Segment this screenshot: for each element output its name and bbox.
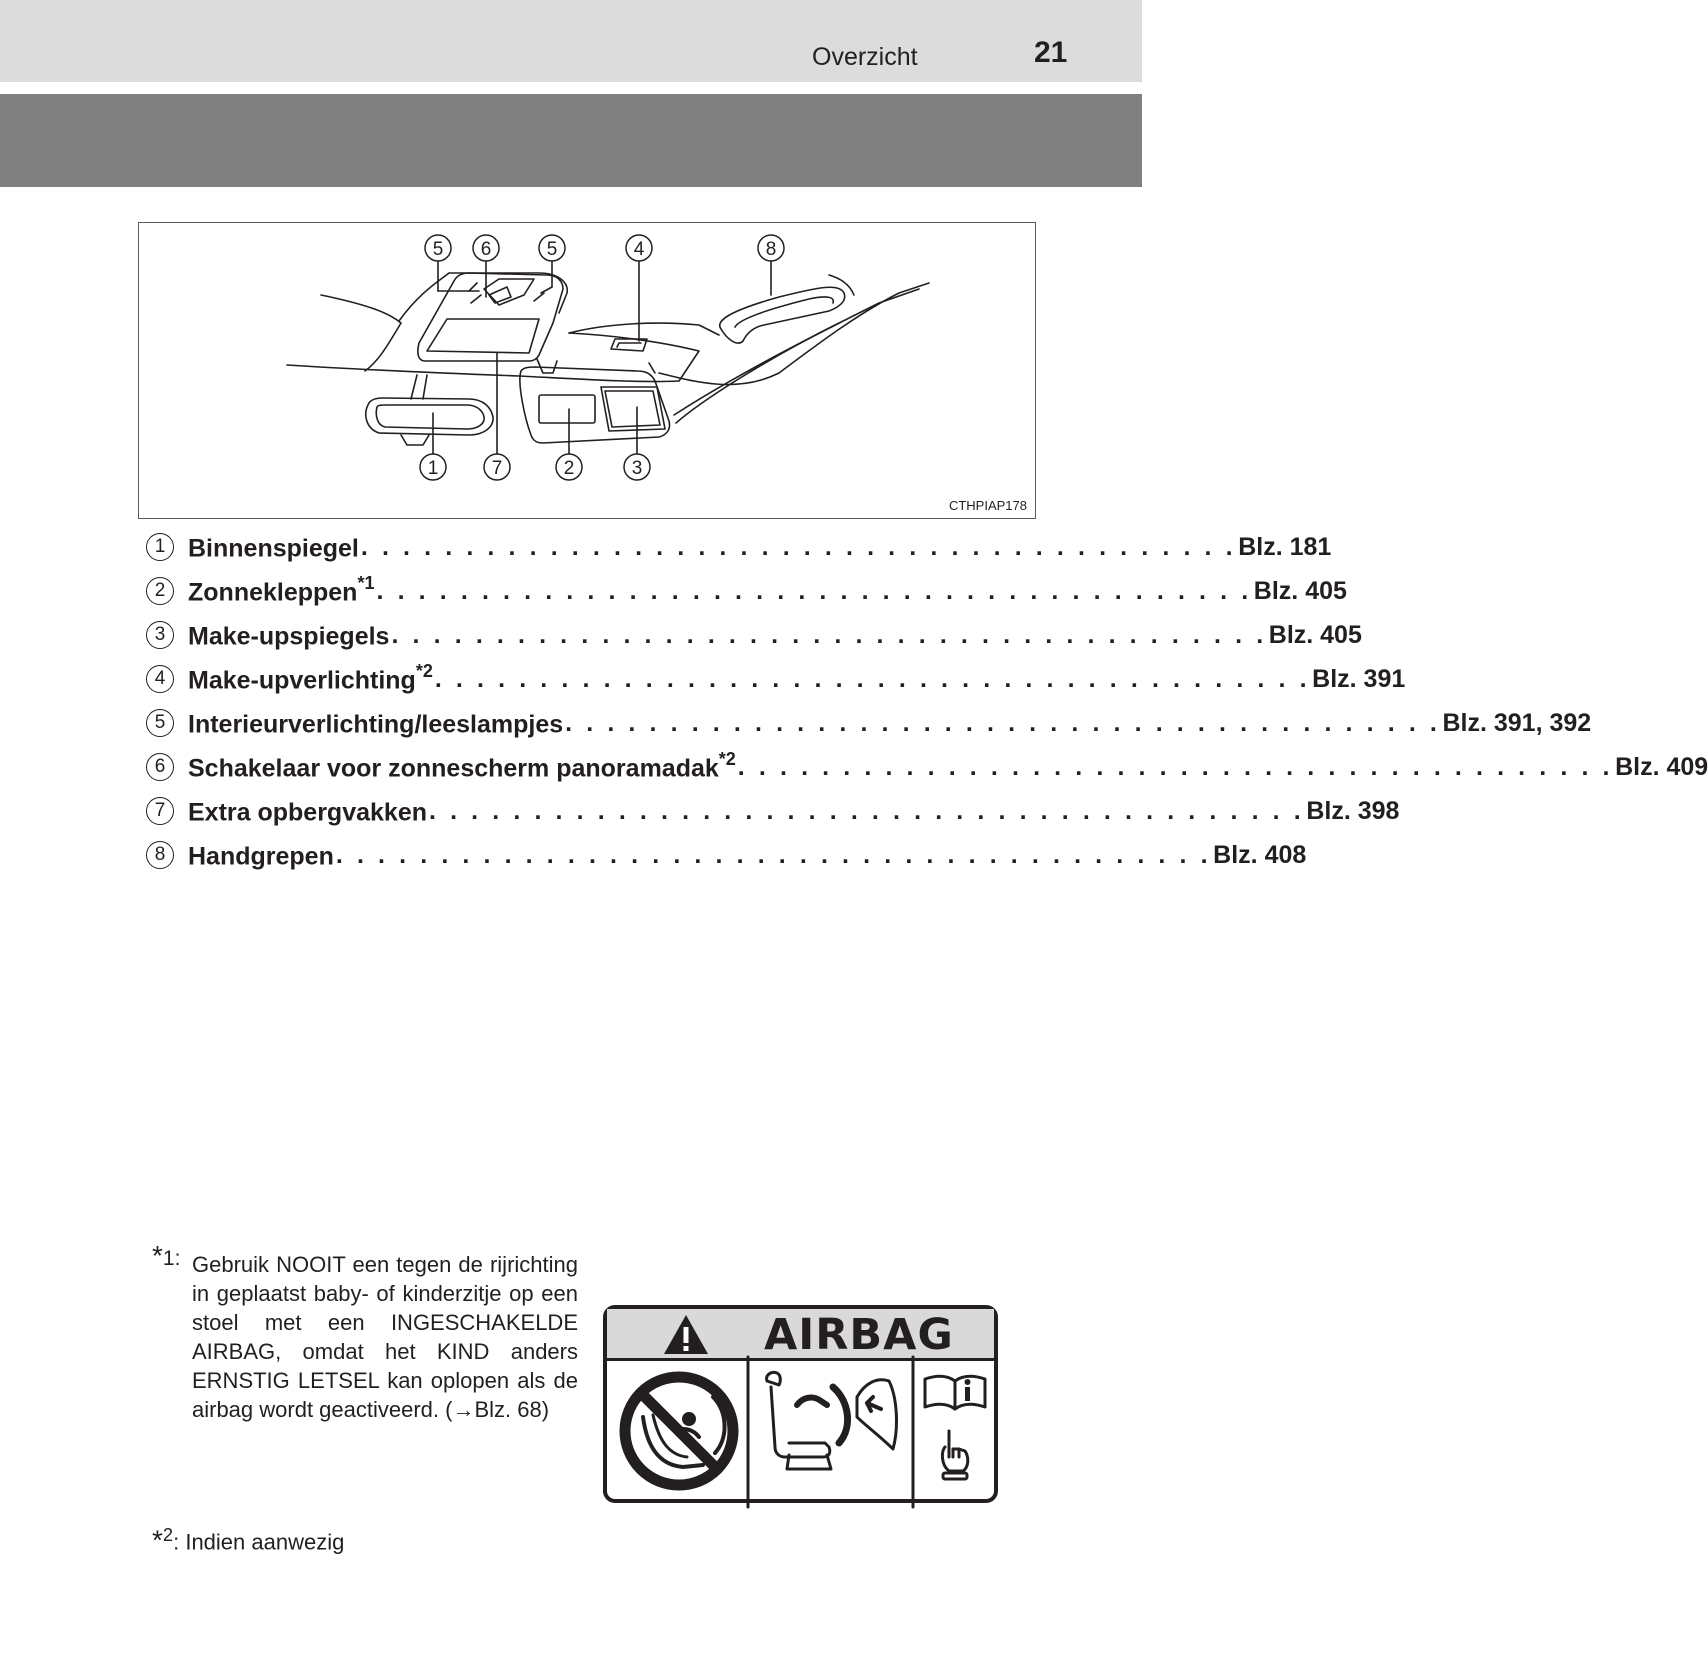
figure-code: CTHPIAP178 bbox=[948, 498, 1027, 513]
leader-dots: . . . . . . . . . . . . . . . . . . . . . . . . . . . . . . . . . . . . . . . . . . bbox=[376, 576, 1252, 605]
item-number: 1 bbox=[146, 533, 174, 561]
item-label: Interieurverlichting/leeslampjes bbox=[188, 710, 564, 739]
item-page-ref: Blz. 409 bbox=[1615, 752, 1708, 781]
list-item bbox=[146, 791, 1400, 831]
leader-dots: . . . . . . . . . . . . . . . . . . . . . . . . . . . . . . . . . . . . . . . . . . bbox=[737, 752, 1614, 781]
item-page-ref: Blz. 181 bbox=[1238, 532, 1332, 561]
item-page-ref: Blz. 391, 392 bbox=[1442, 708, 1592, 737]
item-number: 2 bbox=[146, 577, 174, 605]
item-label: Handgrepen bbox=[188, 842, 334, 871]
callout-4: 4 bbox=[633, 239, 645, 260]
no-rear-facing-child-seat-icon bbox=[625, 1377, 733, 1485]
airbag-pictograms bbox=[603, 1357, 998, 1507]
callout-3: 3 bbox=[631, 458, 643, 479]
item-page-ref: Blz. 405 bbox=[1268, 620, 1362, 649]
item-number: 5 bbox=[146, 709, 174, 737]
list-item bbox=[146, 747, 1708, 787]
callout-6: 6 bbox=[480, 239, 492, 260]
footnote-2-mark: 2 bbox=[162, 1524, 174, 1545]
list-item bbox=[146, 527, 1332, 567]
item-label: Extra opbergvakken bbox=[188, 798, 427, 827]
airbag-title: AIRBAG bbox=[764, 1310, 954, 1360]
interior-illustration bbox=[138, 222, 1036, 519]
item-number: 8 bbox=[146, 841, 174, 869]
item-label: Make-upverlichting$^{*2}$ bbox=[188, 660, 433, 695]
item-page-ref: Blz. 391 bbox=[1312, 664, 1406, 693]
leader-dots: . . . . . . . . . . . . . . . . . . . . . . . . . . . . . . . . . . . . . . . . . . bbox=[565, 708, 1441, 737]
list-item bbox=[146, 703, 1592, 743]
footnote-1-mark: *1: bbox=[152, 1240, 181, 1271]
seat-airbag-deploy-icon bbox=[767, 1372, 897, 1469]
callout-1: 1 bbox=[427, 458, 439, 479]
callout-7: 7 bbox=[491, 458, 503, 479]
callout-2: 2 bbox=[563, 458, 575, 479]
read-manual-icon bbox=[925, 1376, 985, 1479]
section-title: Overzicht bbox=[812, 43, 918, 71]
item-number: 4 bbox=[146, 665, 174, 693]
airbag-label-header bbox=[607, 1309, 994, 1361]
leader-dots: . . . . . . . . . . . . . . . . . . . . . . . . . . . . . . . . . . . . . . . . . . bbox=[434, 664, 1311, 693]
item-number: 3 bbox=[146, 621, 174, 649]
item-number: 6 bbox=[146, 753, 174, 781]
callout-8: 8 bbox=[765, 239, 777, 260]
leader-dots: . . . . . . . . . . . . . . . . . . . . . . . . . . . . . . . . . . . . . . . . . . bbox=[429, 796, 1305, 825]
item-label: Make-upspiegels bbox=[188, 622, 390, 651]
leader-dots: . . . . . . . . . . . . . . . . . . . . . . . . . . . . . . . . . . . . . . . . . . bbox=[335, 840, 1212, 869]
item-label: Schakelaar voor zonnescherm panoramadak$^{*2}$ bbox=[188, 748, 736, 783]
item-page-ref: Blz. 405 bbox=[1253, 576, 1347, 605]
item-label: Binnenspiegel bbox=[188, 534, 359, 563]
footnote-2-star: * bbox=[152, 1524, 163, 1556]
list-item bbox=[146, 835, 1307, 875]
footnote-2 bbox=[152, 1524, 344, 1556]
car-ceiling-drawing bbox=[139, 223, 1037, 520]
list-item bbox=[146, 571, 1347, 611]
footnote-2-text: : Indien aanwezig bbox=[173, 1529, 345, 1555]
footnote-1-text: Gebruik NOOIT een tegen de rijrichting in geplaatst baby- of kinderzitje op een stoel met een INGESCHAKELDE AIRBAG, omdat het KIND anders ERNSTIG LETSEL kan oplopen als de airbag wordt geactiveerd. (→Blz. 68) bbox=[192, 1252, 578, 1422]
leader-dots: . . . . . . . . . . . . . . . . . . . . . . . . . . . . . . . . . . . . . . . . . . bbox=[391, 620, 1267, 649]
page-number: 21 bbox=[1034, 36, 1068, 69]
header-bar bbox=[0, 94, 1142, 187]
callout-5b: 5 bbox=[546, 239, 558, 260]
item-page-ref: Blz. 398 bbox=[1306, 796, 1400, 825]
item-page-ref: Blz. 408 bbox=[1213, 840, 1307, 869]
item-number: 7 bbox=[146, 797, 174, 825]
list-item bbox=[146, 615, 1362, 655]
item-label: Zonnekleppen$^{*1}$ bbox=[188, 572, 375, 607]
list-item bbox=[146, 659, 1406, 699]
warning-triangle-icon bbox=[661, 1312, 711, 1358]
leader-dots: . . . . . . . . . . . . . . . . . . . . . . . . . . . . . . . . . . . . . . . . . . bbox=[360, 532, 1237, 561]
airbag-warning-label bbox=[603, 1305, 998, 1503]
callout-5a: 5 bbox=[432, 239, 444, 260]
header-band bbox=[0, 0, 1142, 82]
